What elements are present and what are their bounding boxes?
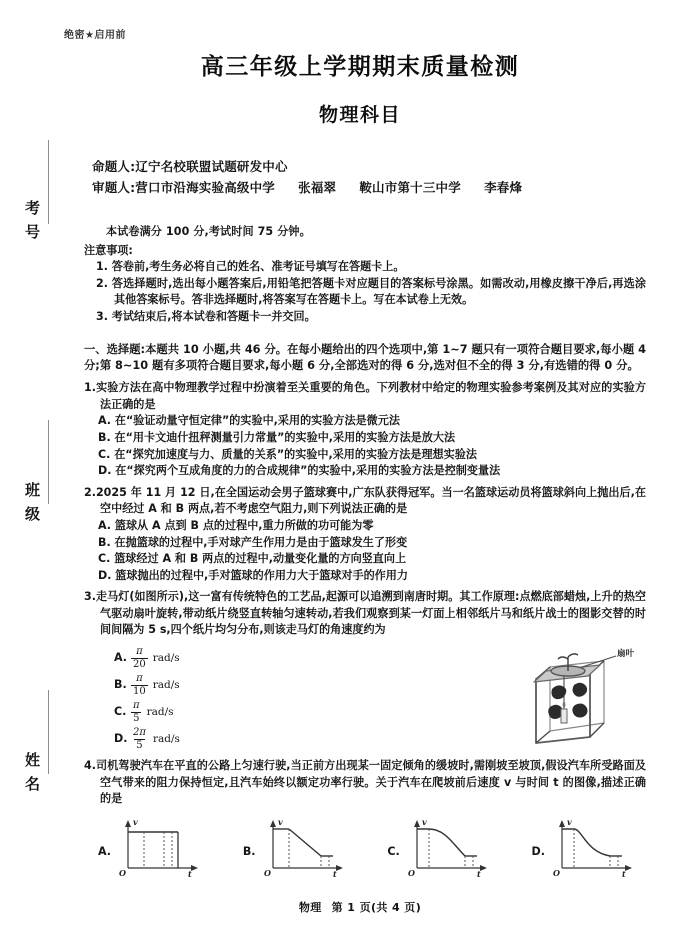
q4-c-xlabel: t [476, 868, 481, 878]
question-1 [84, 380, 646, 480]
question-4-option-d[interactable] [532, 816, 640, 878]
section-heading: 一、选择题:本题共 10 小题,共 46 分。在每小题给出的四个选项中,第 1~7 题只有一项符合题目要求,每小题 4 分;第 8~10 题有多项符合题目要求,每小题 6 分,全部选对的得 6 分,选对但不全的得 3 分,有选错的得 0 分。 [84, 342, 646, 373]
question-4-option-c[interactable] [387, 816, 494, 878]
margin-field-kaohao [0, 140, 80, 280]
footer-subject: 物理 [298, 901, 322, 914]
question-3-option-d-tag: D. [114, 732, 128, 746]
q4-a-origin: O [119, 867, 126, 878]
vt-graph-flat-icon [114, 816, 206, 878]
reviewer-line [92, 177, 652, 198]
page-footer [80, 899, 640, 915]
question-3-option-c-unit: rad/s [146, 706, 174, 719]
question-4-graph-options [84, 816, 646, 878]
q4-d-ylabel: v [566, 816, 572, 827]
revolving-lantern-figure [512, 645, 652, 749]
question-4-number: 4. [84, 759, 96, 773]
question-4-option-a-tag: A. [98, 844, 112, 858]
question-3-option-c-tag: C. [114, 705, 127, 719]
question-3-option-a-tag: A. [114, 651, 128, 665]
question-1-stem [84, 380, 646, 413]
q4-a-xlabel: t [188, 868, 192, 878]
q4-d-origin: O [552, 867, 560, 878]
question-2 [84, 485, 646, 585]
exam-body [84, 224, 646, 878]
question-4-option-b-tag: B. [242, 844, 256, 858]
margin-fields-column [0, 0, 80, 931]
q3-a-denominator: 20 [133, 659, 146, 671]
kaohao-rule [48, 140, 49, 224]
reviewer-name-2: 李春烽 [484, 180, 523, 195]
question-4-option-c-tag: C. [387, 844, 400, 858]
q3-d-numerator: 2π [133, 727, 146, 739]
question-4-option-d-tag: D. [531, 844, 545, 858]
question-2-option-d[interactable]: D. 篮球抛出的过程中,手对篮球的作用力大于篮球对手的作用力 [98, 568, 408, 582]
notice-item-2: 2. 答选择题时,选出每小题答案后,用铅笔把答题卡对应题目的答案标号涂黑。如需改动,用橡皮擦干净后,再选涂其他答案标号。答非选择题时,将答案写在答题卡上。写在本试卷上无效。 [96, 276, 646, 307]
question-1-option-b[interactable]: B. 在“用卡文迪什扭秤测量引力常量”的实验中,采用的实验方法是放大法 [98, 430, 456, 444]
q4-b-ylabel: v [277, 816, 283, 827]
question-3-option-b-tag: B. [114, 678, 127, 692]
subject-title: 物理科目 [318, 104, 401, 126]
vt-graph-concave-down-icon [403, 816, 495, 878]
question-3-option-d-unit: rad/s [152, 733, 180, 746]
notice-item-1: 1. 答卷前,考生务必将自己的姓名、准考证号填写在答题卡上。 [96, 260, 405, 274]
vt-graph-linear-down-icon [259, 816, 351, 878]
notice-title: 注意事项: [84, 243, 133, 257]
q3-c-numerator: π [133, 700, 140, 712]
q4-a-ylabel: v [133, 816, 138, 827]
q4-c-ylabel: v [421, 816, 427, 827]
credits-block [92, 156, 652, 198]
secret-mark: 绝密★启用前 [64, 30, 126, 41]
reviewer-prefix: 审题人:营口市沿海实验高级中学 [92, 180, 275, 195]
page-title: 高三年级上学期期末质量检测 [200, 54, 520, 80]
question-1-text: 实验方法在高中物理教学过程中扮演着至关重要的角色。下列教材中给定的物理实验参考案例及其对应的实验方法正确的是 [95, 381, 646, 411]
question-1-option-d[interactable]: D. 在“探究两个互成角度的力的合成规律”的实验中,采用的实验方法是控制变量法 [98, 464, 501, 478]
question-1-number: 1. [84, 381, 96, 395]
score-time-line: 本试卷满分 100 分,考试时间 75 分钟。 [106, 225, 311, 238]
question-4-option-a[interactable] [98, 816, 206, 878]
q3-d-denominator: 5 [136, 740, 143, 752]
kaohao-label: 考号 [23, 200, 41, 248]
question-2-option-b[interactable]: B. 在抛篮球的过程中,手对球产生作用力是由于篮球发生了形变 [98, 535, 408, 549]
q4-c-origin: O [407, 867, 415, 878]
vt-graph-convex-decay-icon [548, 816, 640, 878]
q3-b-denominator: 10 [133, 686, 146, 698]
question-2-option-c[interactable]: C. 篮球经过 A 和 B 两点的过程中,动量变化量的方向竖直向上 [98, 552, 407, 566]
reviewer-school-2: 鞍山市第十三中学 [359, 180, 461, 195]
q3-a-numerator: π [136, 646, 143, 658]
question-3-text: 走马灯(如图所示),这一富有传统特色的工艺品,起源可以追溯到南唐时期。其工作原理:点燃底部蜡烛,上升的热空气驱动扇叶旋转,带动纸片绕竖直转轴匀速转动,若我们观察到某一灯面上相邻纸片马和纸片战士的图影交替的时间间隔为 5 s,四个纸片均匀分布,则该走马灯的角速度约为 [95, 590, 646, 637]
question-3-stem [84, 589, 646, 639]
q3-c-denominator: 5 [133, 713, 140, 725]
question-1-option-a[interactable]: A. 在“验证动量守恒定律”的实验中,采用的实验方法是微元法 [98, 414, 400, 428]
q3-b-numerator: π [136, 673, 143, 685]
question-3-option-b-unit: rad/s [152, 679, 180, 692]
question-2-text: 2025 年 11 月 12 日,在全国运动会男子篮球赛中,广东队获得冠军。当一名篮球运动员将篮球斜向上抛出后,在空中经过 A 和 B 两点,若不考虑空气阻力,则下列说法正确的是 [95, 485, 646, 516]
question-3 [84, 589, 646, 753]
xingming-label: 姓名 [23, 752, 41, 800]
margin-field-banji [0, 420, 80, 580]
reviewer-name-1: 张福翠 [298, 180, 337, 195]
question-4-text: 司机驾驶汽车在平直的公路上匀速行驶,当正前方出现某一固定倾角的缓坡时,需刚坡至坡顶,假设汽车所受路面及空气带来的阻力保持恒定,且汽车始终以额定功率行驶。关于汽车在爬坡前后速度 v 与时间 t 的图像,描述正确的是 [95, 759, 646, 806]
banji-label: 班级 [23, 482, 41, 530]
question-4 [84, 758, 646, 878]
banji-rule [48, 420, 49, 504]
notice-item-3: 3. 考试结束后,将本试卷和答题卡一并交回。 [96, 309, 316, 323]
question-2-stem [84, 485, 646, 518]
q4-b-xlabel: t [332, 868, 337, 878]
question-3-option-c-fraction [131, 701, 142, 724]
author-line: 命题人:辽宁名校联盟试题研发中心 [92, 159, 288, 174]
footer-page-number: 第 1 页(共 4 页) [331, 901, 422, 914]
lantern-fan-label: 扇叶 [617, 649, 635, 660]
question-3-option-b-fraction [131, 674, 148, 697]
question-2-option-a[interactable]: A. 篮球从 A 点到 B 点的过程中,重力所做的功可能为零 [98, 518, 374, 532]
question-1-option-c[interactable]: C. 在“探究加速度与力、质量的关系”的实验中,采用的实验方法是理想实验法 [98, 447, 477, 461]
question-3-option-a-fraction [131, 647, 148, 670]
xingming-rule [48, 690, 49, 774]
margin-field-xingming [0, 690, 80, 850]
question-2-number: 2. [84, 485, 96, 499]
question-4-option-b[interactable] [243, 816, 351, 878]
q4-b-origin: O [263, 867, 271, 878]
q4-d-xlabel: t [621, 868, 626, 878]
lantern-icon [512, 645, 652, 749]
question-3-option-a-unit: rad/s [152, 652, 180, 665]
question-4-stem [84, 758, 646, 808]
question-3-number: 3. [84, 590, 96, 604]
question-3-option-d-fraction [131, 728, 148, 751]
